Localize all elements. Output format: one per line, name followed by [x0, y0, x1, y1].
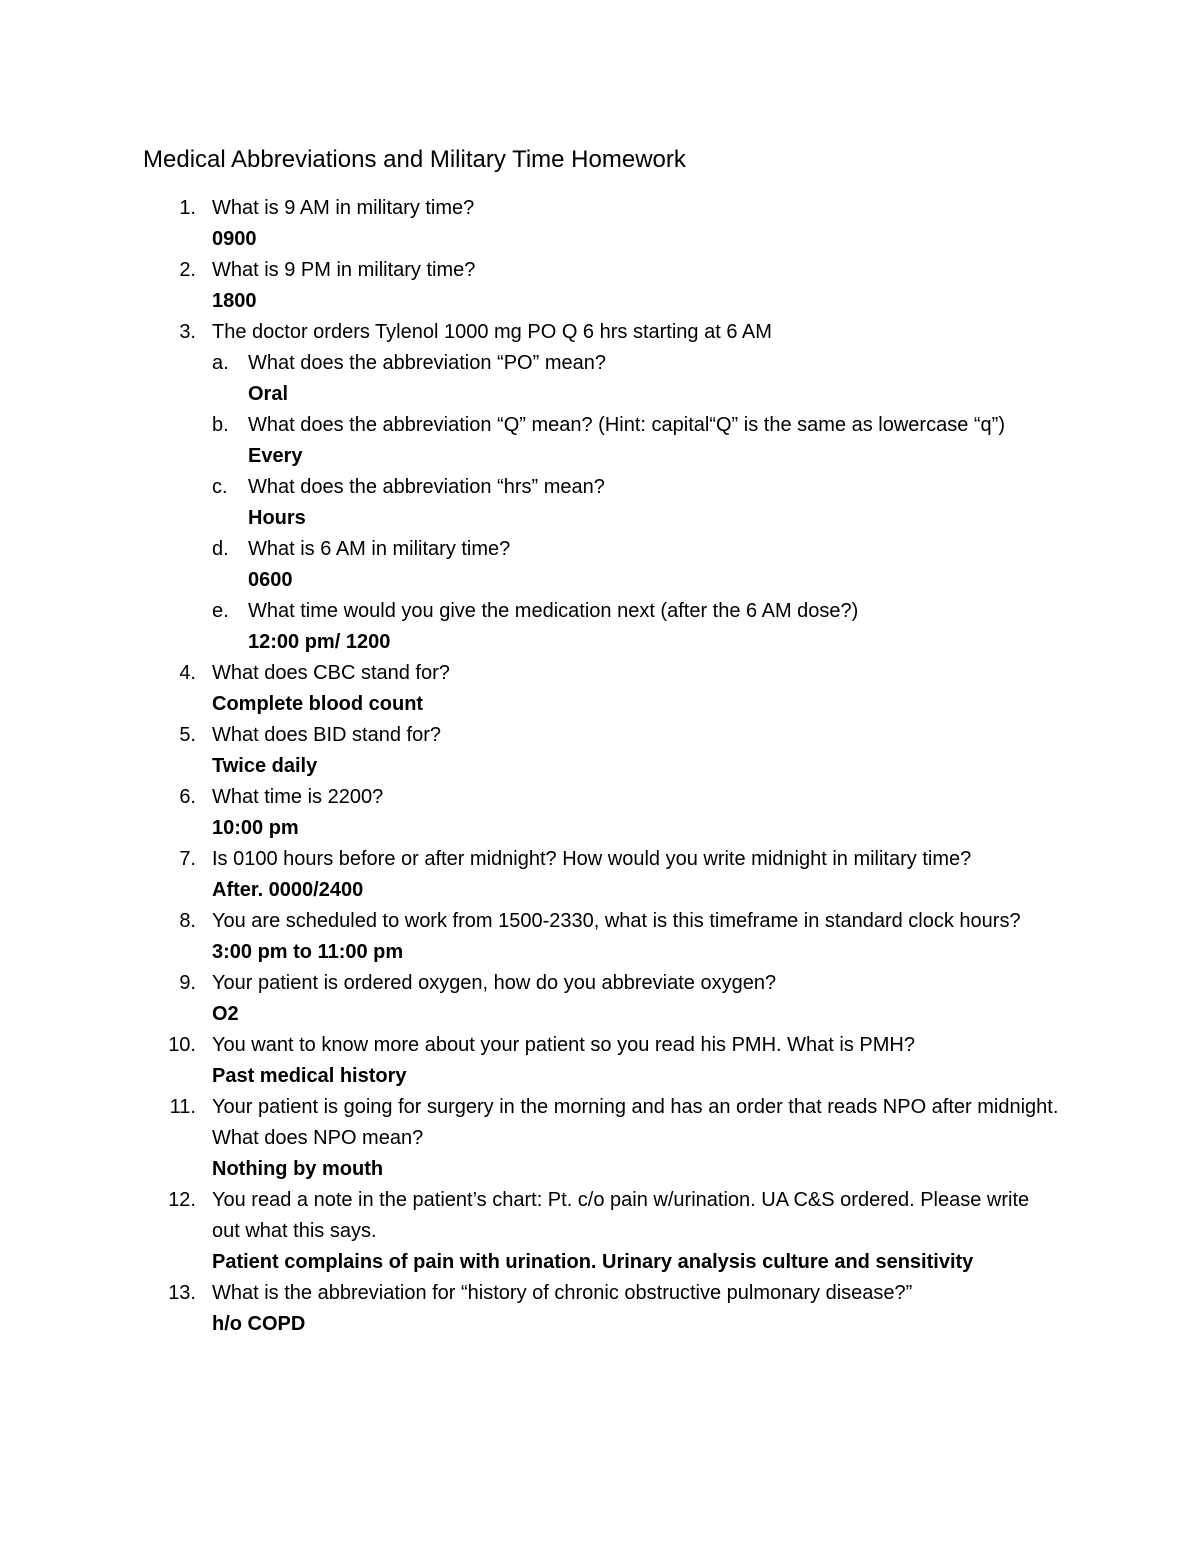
question-text: What is the abbreviation for “history of chronic obstructive pulmonary disease?”	[212, 1282, 913, 1304]
sub-question-letter: b.	[212, 414, 229, 436]
question-number: 8.	[179, 910, 196, 932]
answer-text: O2	[212, 1003, 239, 1025]
question-item	[0, 658, 1200, 720]
question-item	[0, 193, 1200, 255]
question-number: 6.	[179, 786, 196, 808]
sub-question-item	[212, 596, 1060, 658]
question-list	[0, 193, 1200, 1340]
document-title: Medical Abbreviations and Military Time Homework	[143, 146, 686, 173]
answer-text: Patient complains of pain with urination. Urinary analysis culture and sensitivity	[212, 1251, 974, 1273]
sub-question-text: What does the abbreviation “hrs” mean?	[248, 476, 605, 498]
sub-question-text: What time would you give the medication next (after the 6 AM dose?)	[248, 600, 859, 622]
question-number: 3.	[179, 321, 196, 343]
answer-text: 3:00 pm to 11:00 pm	[212, 941, 404, 963]
sub-question-text: What is 6 AM in military time?	[248, 538, 511, 560]
sub-question-letter: d.	[212, 538, 229, 560]
question-number: 9.	[179, 972, 196, 994]
question-item	[0, 720, 1200, 782]
sub-answer-text: 0600	[248, 569, 293, 591]
question-item	[0, 255, 1200, 317]
question-text: What time is 2200?	[212, 786, 384, 808]
question-number: 10.	[168, 1034, 196, 1056]
question-number: 13.	[168, 1282, 196, 1304]
question-item	[0, 1092, 1200, 1185]
answer-text: Nothing by mouth	[212, 1158, 384, 1180]
question-number: 12.	[168, 1189, 196, 1211]
sub-question-text: What does the abbreviation “Q” mean? (Hint: capital“Q” is the same as lowercase “q”)	[248, 414, 1005, 436]
question-text: Your patient is ordered oxygen, how do you abbreviate oxygen?	[212, 972, 777, 994]
sub-question-item	[212, 348, 1060, 410]
question-text: What is 9 AM in military time?	[212, 197, 475, 219]
question-item	[0, 906, 1200, 968]
answer-text: After. 0000/2400	[212, 879, 364, 901]
sub-question-letter: c.	[212, 476, 228, 498]
sub-answer-text: Every	[248, 445, 303, 467]
question-text: The doctor orders Tylenol 1000 mg PO Q 6 hrs starting at 6 AM	[212, 321, 772, 343]
question-text: You want to know more about your patient so you read his PMH. What is PMH?	[212, 1034, 915, 1056]
answer-text: 1800	[212, 290, 257, 312]
question-text: Your patient is going for surgery in the morning and has an order that reads NPO after midnight. What does NPO mean?	[212, 1096, 1059, 1149]
question-text: You are scheduled to work from 1500-2330, what is this timeframe in standard clock hours?	[212, 910, 1021, 932]
question-item	[0, 968, 1200, 1030]
question-item	[0, 1278, 1200, 1340]
question-text: What does CBC stand for?	[212, 662, 450, 684]
answer-text: Twice daily	[212, 755, 318, 777]
question-number: 2.	[179, 259, 196, 281]
answer-text: 10:00 pm	[212, 817, 299, 839]
sub-question-item	[212, 410, 1060, 472]
question-number: 4.	[179, 662, 196, 684]
sub-question-text: What does the abbreviation “PO” mean?	[248, 352, 606, 374]
question-item	[0, 1030, 1200, 1092]
question-text: What is 9 PM in military time?	[212, 259, 476, 281]
question-text: Is 0100 hours before or after midnight? How would you write midnight in military time?	[212, 848, 972, 870]
question-text: You read a note in the patient’s chart: Pt. c/o pain w/urination. UA C&S ordered. Please write out what this says.	[212, 1189, 1030, 1242]
question-item	[0, 317, 1200, 658]
question-number: 11.	[169, 1096, 196, 1118]
question-text: What does BID stand for?	[212, 724, 442, 746]
sub-answer-text: Hours	[248, 507, 306, 529]
question-item	[0, 782, 1200, 844]
sub-question-letter: e.	[212, 600, 229, 622]
sub-question-letter: a.	[212, 352, 229, 374]
question-number: 1.	[179, 197, 196, 219]
sub-question-item	[212, 534, 1060, 596]
answer-text: 0900	[212, 228, 257, 250]
sub-answer-text: 12:00 pm/ 1200	[248, 631, 391, 653]
sub-question-item	[212, 472, 1060, 534]
question-item	[0, 1185, 1200, 1278]
question-number: 5.	[179, 724, 196, 746]
sub-answer-text: Oral	[248, 383, 289, 405]
answer-text: h/o COPD	[212, 1313, 306, 1335]
answer-text: Complete blood count	[212, 693, 424, 715]
answer-text: Past medical history	[212, 1065, 407, 1087]
question-number: 7.	[179, 848, 196, 870]
question-item	[0, 844, 1200, 906]
